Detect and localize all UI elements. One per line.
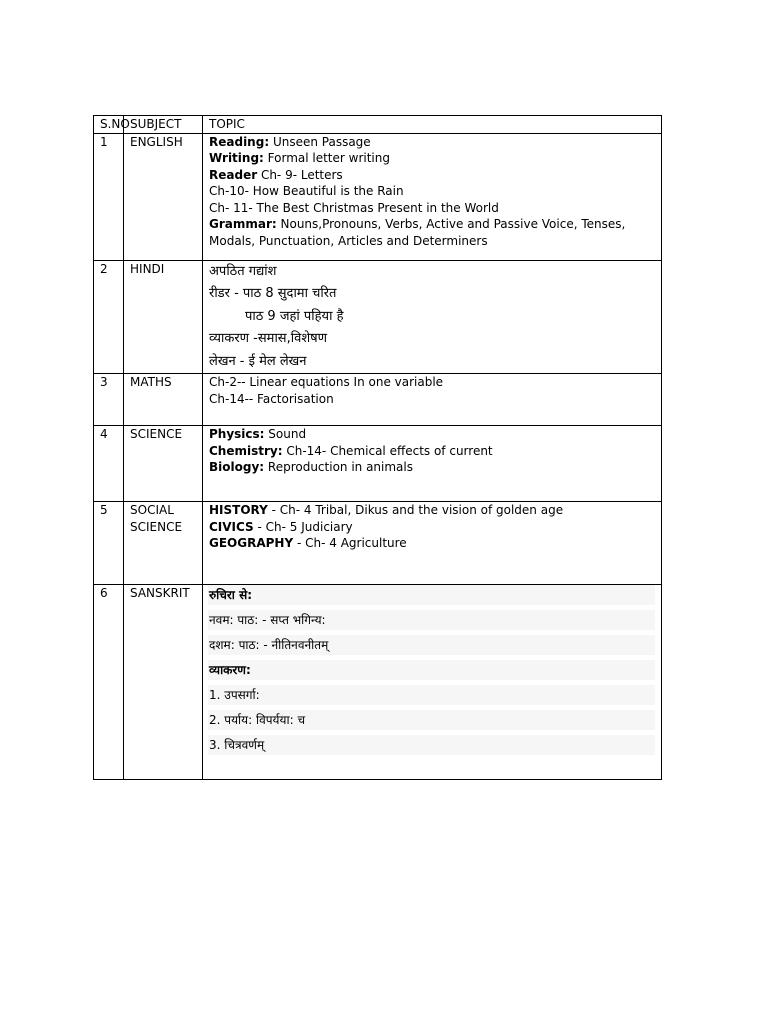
topic-line: लेखन - ई मेल लेखन (209, 353, 307, 369)
row-topics (203, 585, 662, 780)
row-sno: 3 (94, 374, 124, 426)
topic-line: Grammar: Nouns,Pronouns, Verbs, Active and Passive Voice, Tenses, Modals, Punctuation, Articles and Determiners (209, 217, 626, 248)
header-topic: TOPIC (203, 116, 662, 134)
row-subject: SANSKRIT (124, 585, 203, 780)
topic-line: Reader Ch- 9- Letters (209, 167, 343, 182)
topic-line: 2. पर्याय: विपर्यया: च (208, 710, 655, 730)
row-subject: MATHS (124, 374, 203, 426)
topic-line: 3. चित्रवर्णम् (208, 735, 655, 755)
table-row (94, 585, 662, 780)
topic-line: Physics: Sound (209, 427, 307, 441)
header-sno: S.NO (94, 116, 124, 134)
row-topics (203, 374, 662, 426)
table-row (94, 502, 662, 585)
topic-line: रीडर - पाठ 8 सुदामा चरित (209, 286, 337, 301)
topic-line: CIVICS - Ch- 5 Judiciary (209, 519, 353, 534)
table-row (94, 374, 662, 426)
table-row (94, 426, 662, 502)
table-row (94, 133, 662, 260)
topic-line: HISTORY - Ch- 4 Tribal, Dikus and the vision of golden age (209, 503, 564, 517)
topic-line: Chemistry: Ch-14- Chemical effects of current (209, 443, 493, 458)
topic-line: Ch-14-- Factorisation (209, 391, 334, 406)
syllabus-table (93, 115, 662, 780)
header-subject: SUBJECT (124, 116, 203, 134)
topic-line: Writing: Formal letter writing (209, 151, 390, 165)
row-subject: ENGLISH (124, 133, 203, 260)
topic-line: पाठ 9 जहां पहिया है (245, 308, 344, 324)
topic-line: Ch-10- How Beautiful is the Rain (209, 184, 404, 198)
row-topics (203, 502, 662, 585)
row-subject: SCIENCE (124, 426, 203, 502)
row-subject: HINDI (124, 260, 203, 374)
topic-line: व्याकरण: (208, 660, 655, 680)
row-subject: SOCIAL SCIENCE (124, 502, 203, 585)
topic-line: अपठित गद्यांश (209, 263, 277, 279)
row-sno: 2 (94, 260, 124, 374)
table-row (94, 260, 662, 374)
topic-line: Reading: Unseen Passage (209, 134, 371, 149)
row-sno: 4 (94, 426, 124, 502)
topic-line: Ch-2-- Linear equations In one variable (209, 375, 444, 389)
topic-line: नवम: पाठ: - सप्त भगिन्य: (208, 610, 655, 630)
row-sno: 1 (94, 133, 124, 260)
topic-line: दशम: पाठ: - नीतिनवनीतम् (208, 635, 655, 655)
row-topics (203, 426, 662, 502)
row-topics (203, 133, 662, 260)
row-sno: 5 (94, 502, 124, 585)
table-header-row (94, 116, 662, 134)
row-topics (203, 260, 662, 374)
topic-line: Ch- 11- The Best Christmas Present in the World (209, 200, 499, 215)
row-sno: 6 (94, 585, 124, 780)
topic-line: 1. उपसर्गा: (208, 685, 655, 705)
topic-line: रुचिरा से: (208, 585, 655, 605)
topic-line: व्याकरण -समास,विशेषण (209, 331, 328, 346)
topic-line: GEOGRAPHY - Ch- 4 Agriculture (209, 536, 407, 550)
topic-line: Biology: Reproduction in animals (209, 460, 413, 474)
